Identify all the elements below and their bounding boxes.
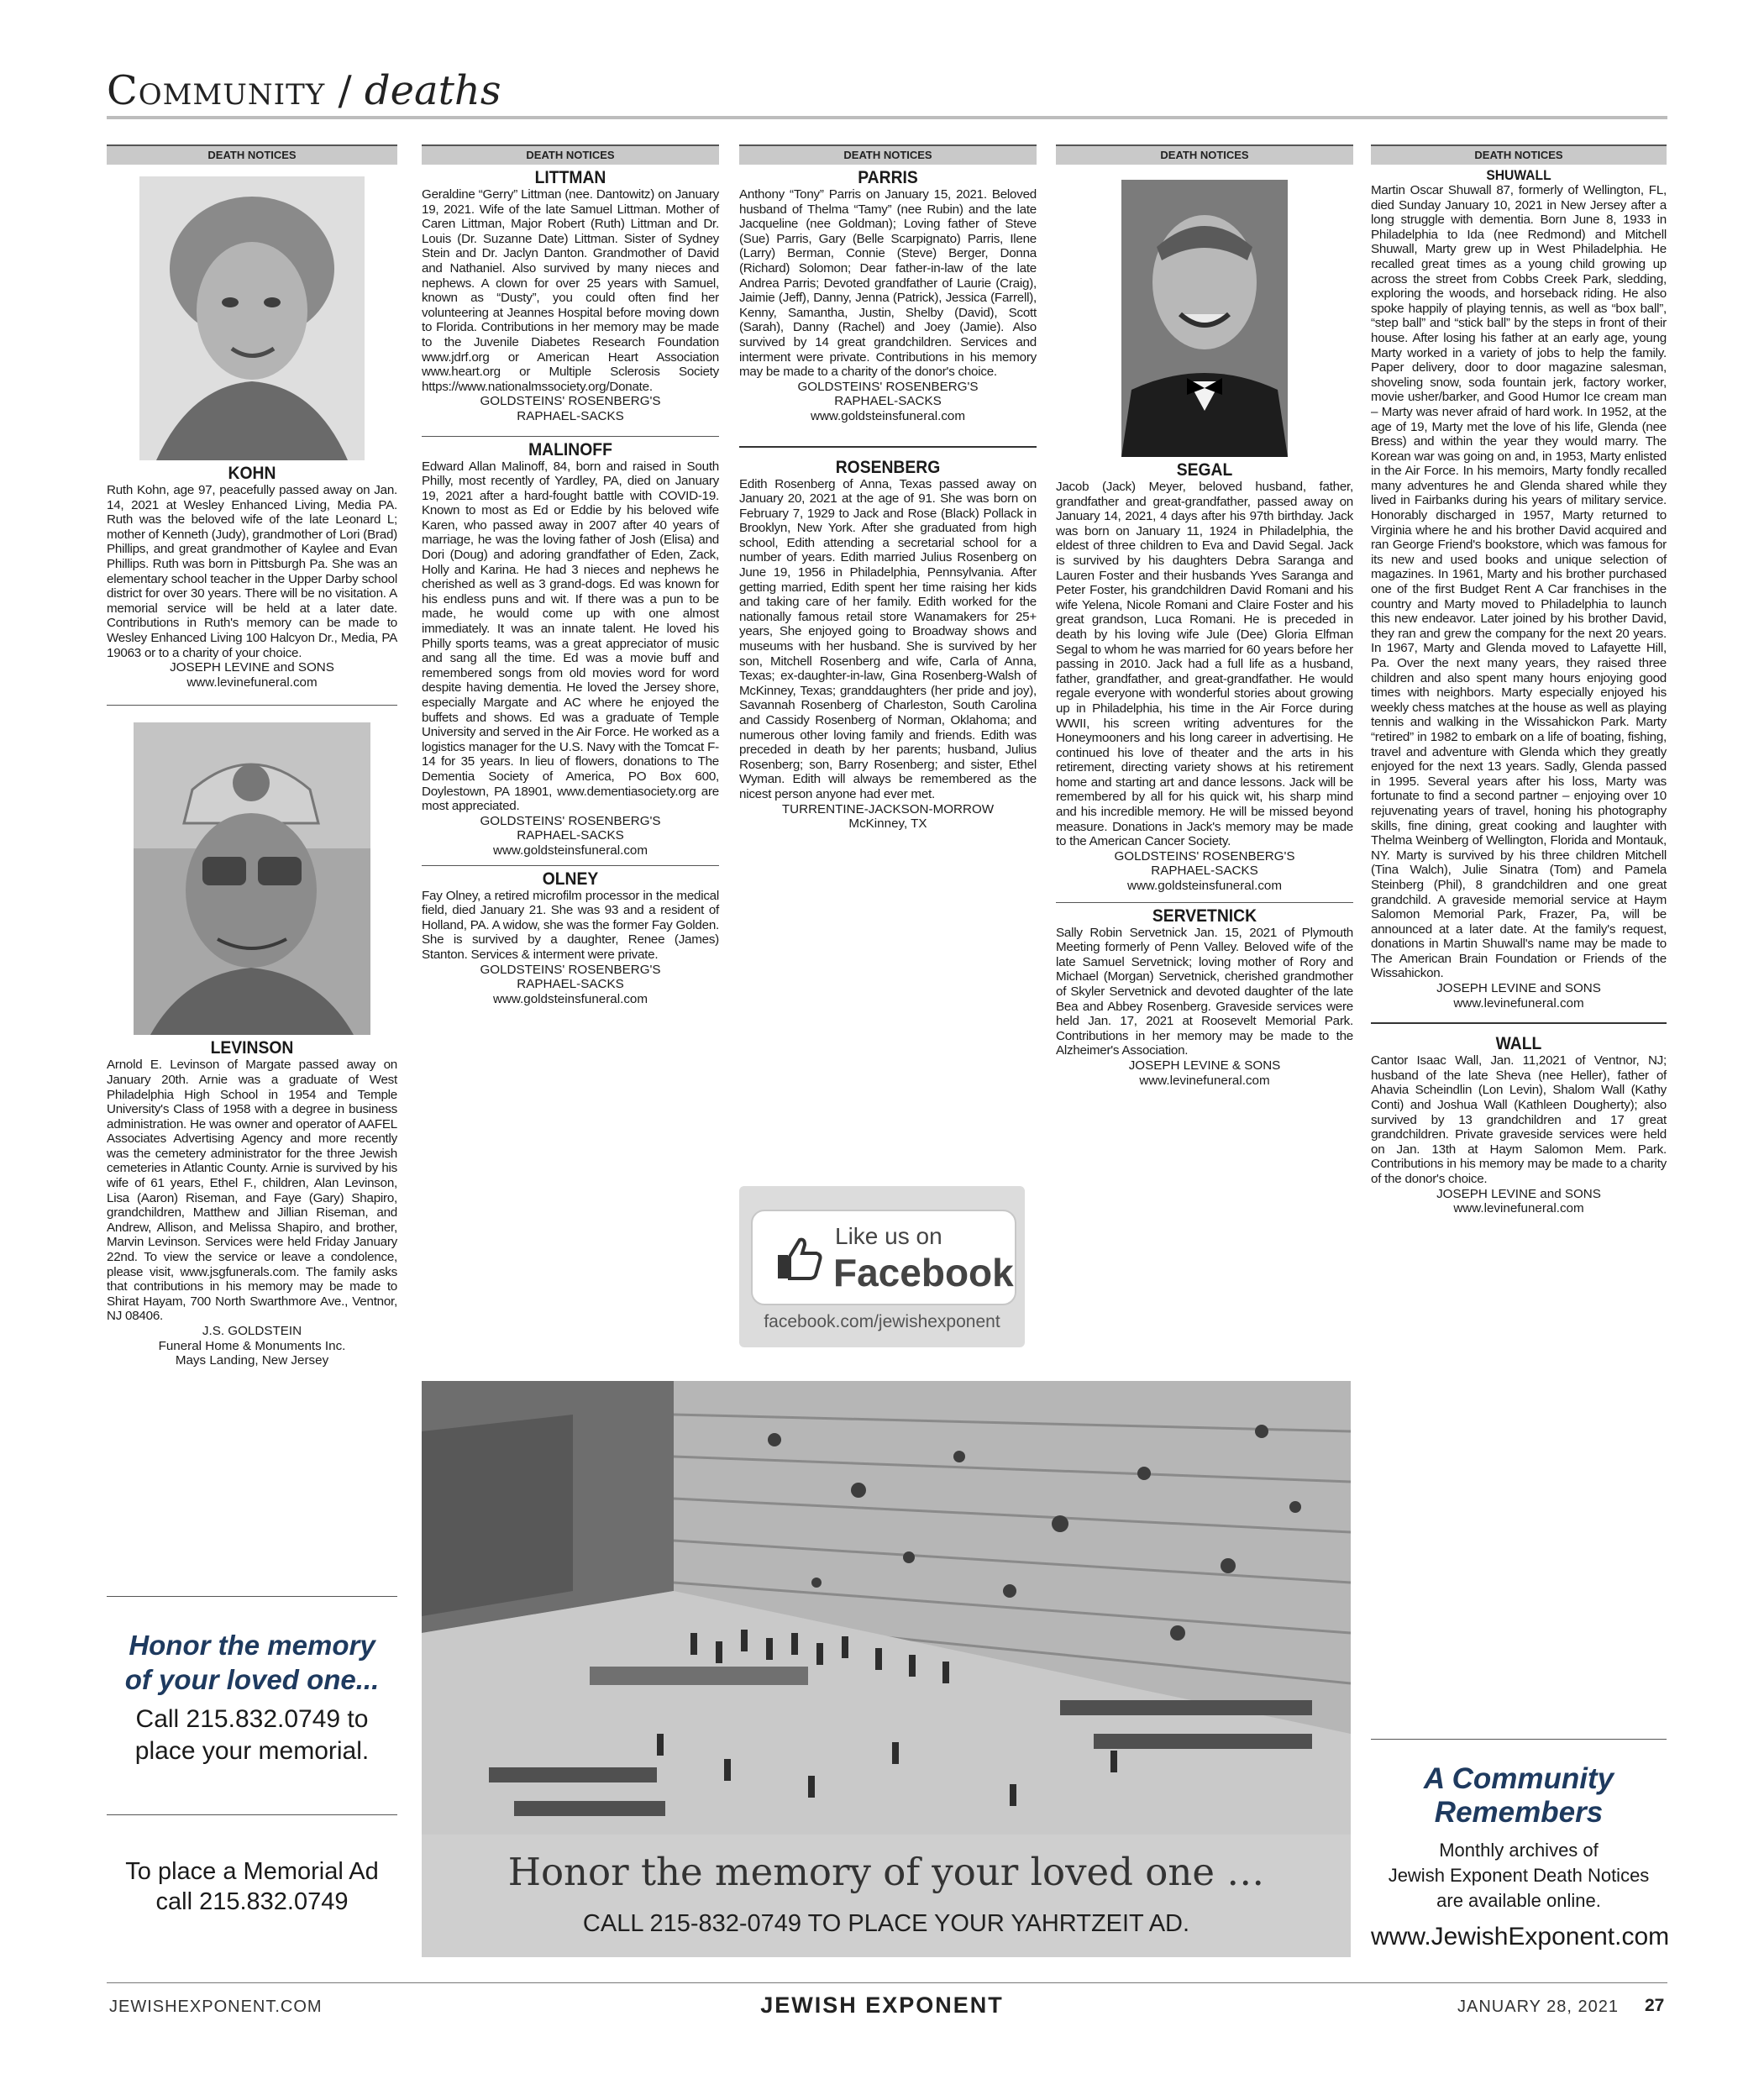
notice-name-kohn: KOHN: [228, 464, 276, 483]
funeral-home-servetnick: JOSEPH LEVINE & SONS: [1128, 1058, 1281, 1073]
community-remembers-2: Remembers: [1434, 1796, 1604, 1829]
notice-body-shuwall: Martin Oscar Shuwall 87, formerly of Wellington, FL, died Sunday January 10, 2021 in New Jersey after a long struggle with dementia. Born June 8, 1933 in Philadelphia to Ida (nee Redmond) and Mitchell Shuwall, Marty grew up in West Philadelphia. He recalled great times as a young child growing up across the street from Cobbs Creek Park, sledding, exploring the woods, and horseback riding. He also spoke happily of playing tennis, as well as “box ball”, “step ball” and “stick ball” by the steps in front of their house. After losing his father at an early age, young Marty worked in a variety of jobs to help the family. Paper delivery, door to door magazine salesman, shoveling snow, soda fountain jerk, factory worker, movie usher/barker, and Good Humor Ice cream man – Marty was never afraid of hard work. In 1952, at the age of 19, Marty met the love of his life, Glenda (nee Bress) and within the year they would marry. The Korean war was going on and, in 1953, Marty enlisted in the Air Force. In his memoirs, Marty fondly recalled many adventures he and Glenda shared while they lived in Fairbanks during his years of military service. Honorably discharged in 1957, Marty returned to Virginia where he and his brother David acquired and ran George Friend's bookstore, which was famous for its new and used books and unique selection of magazines. In 1961, Marty and his brother purchased one of the first Budget Rent A Car franchises in the country and Marty moved to Philadelphia to launch this new endeavor. Later joined by his brother David, they ran and grew the company for the next 20 years. In 1967, Marty and Glenda moved to Lafayette Hill, Pa. Over the next many years, they raised three children and also spent many hours enjoying good times with neighbors. Marty especially enjoyed his weekly chess matches at the house as well as playing tennis and walking in the Wissahickon Park. Marty “retired” in 1982 to embark on a life of boating, fishing, travel and adventure with Glenda which they greatly enjoyed for the next 13 years. Sadly, Glenda passed in 1995. Several years after his loss, Marty was fortunate to find a second partner – enjoying over 10 rejuvenating years of travel, honing his photography skills, fine dining, great cooking and laughter with Thelma Weinberg of Wellington, Florida and Montauk, NY. Marty is survived by his three children Mitchell (Tina Walch), Julie Sinatra (Tom) and Pamela Steinberg (Phil), 8 grandchildren and one great grandchild. A graveside memorial service at Haym Salomon Memorial Park, Frazer, Pa, will be announced at a later date. At the family's request, donations in Martin Shuwall's name may be made to The American Brain Foundation or Friends of the Wissahickon.: [1371, 183, 1667, 981]
archives-url[interactable]: www.JewishExponent.com: [1371, 1923, 1670, 1950]
promo-divider-3: [1371, 1739, 1667, 1740]
levinson-photo: [134, 722, 370, 1035]
notice-body-servetnick: Sally Robin Servetnick Jan. 15, 2021 of Plymouth Meeting formerly of Penn Valley. Beloved wife of the late Samuel Servetnick; loving mother of Rory and Michael (Morgan) Servetnick, cherished grandmother of Skyler Servetnick and devoted daughter of the late Bea and Abbey Rosenberg. Graveside services were held Jan. 17, 2021 at Roosevelt Memorial Park. Contributions in her memory may be made to the Alzheimer's Association.: [1056, 925, 1353, 1058]
notice-body-malinoff: Edward Allan Malinoff, 84, born and raised in South Philly, most recently of Yardley, PA, died on January 19, 2021 after a hard-fought battle with COVID-19. Known to most as Ed or Eddie by his beloved wife Karen, who passed away in 2007 after 40 years of marriage, he was the loving father of Josh (Elisa) and Dori (Doug) and adoring grandfather of Eden, Zack, Holly and Karina. He had 3 nieces and nephews he cherished as well as 3 grand-dogs. Ed was known for his endless puns and wit. If there was a pun to be made, he would come up with one almost immediately. It was an innate talent. He loved his Philly sports teams, was a great appreciator of music and sang all the time. Ed was a movie buff and remembered songs from old movies word for word despite having dementia. He loved the Jersey shore, especially Margate and AC where he enjoyed the buffets and shows. Ed was a graduate of Temple University and served in the Air Force. He worked as a logistics manager for the U.S. Navy with the Tomcat F-14 for 35 years. In lieu of flowers, donations to The Dementia Society of America, PO Box 600, Doylestown, PA 18901, www.dementiasociety.org are most appreciated.: [422, 459, 719, 814]
funeral-web-parris[interactable]: www.goldsteinsfuneral.com: [810, 408, 966, 423]
western-wall-photo: [422, 1381, 1351, 1835]
footer-date: JANUARY 28, 2021: [1457, 1998, 1620, 2016]
promo-call-1: Call 215.832.0749 to: [135, 1705, 369, 1733]
funeral-home-parris: GOLDSTEINS' ROSENBERG'S: [797, 379, 979, 394]
funeral-home-olney: GOLDSTEINS' ROSENBERG'S: [480, 962, 661, 977]
thumbs-up-icon: [774, 1233, 823, 1282]
funeral-home-rosenberg: TURRENTINE-JACKSON-MORROW: [781, 801, 995, 816]
funeral-home-segal-sub: RAPHAEL-SACKS: [1151, 864, 1258, 879]
funeral-home-levinson-sub: Funeral Home & Monuments Inc.: [158, 1338, 346, 1353]
funeral-web-wall[interactable]: www.levinefuneral.com: [1453, 1201, 1584, 1216]
funeral-home-malinoff: GOLDSTEINS' ROSENBERG'S: [480, 813, 661, 828]
archives-line-3: are available online.: [1436, 1890, 1601, 1911]
footer-masthead: JEWISH EXPONENT: [760, 1992, 1004, 2018]
notice-body-wall: Cantor Isaac Wall, Jan. 11,2021 of Ventnor, NJ; husband of the late Sheva (nee Heller), father of Ahavia Scheindlin (Lon Levin), Shalom Wall (Kathy Conti) and Joshua Wall (Kathleen Dougherty); also survived by 13 grandchildren and 17 great grandchildren. Private graveside services were held on Jan. 13th at Haym Salomon Mem. Park. Contributions in his memory may be made to a charity of the donor's choice.: [1371, 1053, 1667, 1186]
archives-line-1: Monthly archives of: [1439, 1840, 1599, 1861]
memorial-ad-line-2: call 215.832.0749: [155, 1888, 349, 1915]
column-2: [422, 144, 719, 1006]
notice-body-kohn: Ruth Kohn, age 97, peacefully passed away on Jan. 14, 2021 at Wesley Enhanced Living, Media PA. Ruth was the beloved wife of the late Leonard L; mother of Kenneth (Judy), grandmother of Lori (Brad) Phillips, and great grandmother of Kaylee and Evan Phillips. Ruth was born in Pittsburgh Pa. She was an elementary school teacher in the Upper Darby school district for over 30 years. There will be no visitation. A memorial service will be held at a later date. Contributions in Ruth's memory can be made to Wesley Enhanced Living 100 Halcyon Dr., Media, PA 19063 or to a charity of your choice.: [107, 483, 397, 660]
promo-call-2: place your memorial.: [134, 1737, 370, 1765]
memorial-ad-line-1: To place a Memorial Ad: [125, 1858, 379, 1885]
notice-name-levinson: LEVINSON: [210, 1038, 294, 1058]
funeral-home-parris-sub: RAPHAEL-SACKS: [834, 394, 942, 409]
facebook-like-label: Like us on: [835, 1223, 942, 1249]
notice-name-segal: SEGAL: [1176, 460, 1233, 480]
notice-name-servetnick: SERVETNICK: [1152, 906, 1257, 926]
memorial-ad-promo: [107, 1856, 397, 1917]
promo-headline-2: of your loved one...: [124, 1664, 380, 1695]
death-notices-banner: DEATH NOTICES: [739, 144, 1037, 165]
funeral-home-levinson-loc: Mays Landing, New Jersey: [175, 1353, 329, 1368]
funeral-home-littman-sub: RAPHAEL-SACKS: [517, 408, 624, 423]
funeral-home-kohn: JOSEPH LEVINE and SONS: [170, 660, 334, 675]
footer-website[interactable]: JEWISHEXPONENT.COM: [109, 1998, 323, 2016]
funeral-home-levinson: J.S. GOLDSTEIN: [202, 1324, 302, 1338]
yahrtzeit-ad-band[interactable]: [422, 1835, 1351, 1957]
funeral-web-servetnick[interactable]: www.levinefuneral.com: [1139, 1073, 1270, 1088]
funeral-home-shuwall: JOSEPH LEVINE and SONS: [1436, 981, 1601, 996]
column-5: [1371, 144, 1667, 1216]
column-4: [1056, 144, 1353, 1088]
notice-name-wall: WALL: [1495, 1034, 1542, 1054]
notice-name-rosenberg: ROSENBERG: [835, 457, 941, 477]
funeral-web-shuwall[interactable]: www.levinefuneral.com: [1453, 995, 1584, 1011]
notice-body-parris: Anthony “Tony” Parris on January 15, 2021. Beloved husband of Thelma “Tamy” (nee Rubin) and the late Jacqueline (nee Goldman); Loving father of Steve (Sue) Parris, Gary (Belle Scarpignato) Parris, Ilene (Larry) Berman, Connie (Steve) Berger, Donna (Richard) Solomon; Dear father-in-law of the late Andrea Parris; Devoted grandfather of Laurie (Craig), Jaimie (Jeff), Danny, Jenna (Patrick), Jessica (Farrell), Kenny, Samantha, Justin, Shelby (David), Scott (Sarah), Danny (Rachel) and Joey (Jamie). Also survived by 14 great grandchildren. Services and interment were private. Contributions in his memory may be made to a charity of the donor's choice.: [739, 187, 1037, 380]
column-3: [739, 144, 1037, 832]
notice-divider: [1056, 902, 1353, 903]
funeral-home-wall: JOSEPH LEVINE and SONS: [1436, 1186, 1601, 1201]
section-title: Community: [107, 67, 326, 114]
notice-divider: [1371, 1022, 1667, 1024]
notice-body-olney: Fay Olney, a retired microfilm processor in the medical field, died January 21. She was 93 and a resident of Holland, PA. A widow, she was the former Fay Golden. She is survived by a daughter, Renee (James) Stanton. Services & interment were private.: [422, 888, 719, 962]
yahrtzeit-headline: Honor the memory of your loved one …: [507, 1850, 1265, 1894]
notice-body-levinson: Arnold E. Levinson of Margate passed away on January 20th. Arnie was a graduate of West Philadelphia High School in 1954 and Temple University's Class of 1958 with a degree in business administration. He was owner and operator of AAFEL Associates Advertising Agency and more recently was the cemetery administrator for the three Jewish cemeteries in Atlantic County. Arnie is survived by his wife of 61 years, Ethel F., children, Alan Levinson, Lisa (Aaron) Riseman, and Faye (Gary) Shapiro, grandchildren, Matthew and Jillian Riseman, and Andrew, Allison, and Melissa Shapiro, and brother, Marvin Levinson. Services were held Friday January 22nd. To view the service or leave a condolence, please visit, www.jsgfunerals.com. The family asks that contributions in his memory may be made to Shirat Hayam, 700 North Swarthmore Ave., Ventnor, NJ 08406.: [107, 1058, 397, 1324]
community-remembers-promo: [1371, 1762, 1670, 1954]
notice-body-rosenberg: Edith Rosenberg of Anna, Texas passed away on January 20, 2021 at the age of 91. She was born on February 7, 1929 to Jack and Rose (Black) Pollack in Brooklyn, New York. After she graduated from high school, Edith attending a secretarial school for a number of years. Edith married Julius Rosenberg on June 19, 1956 in Philadelphia, Pennsylvania. After getting married, Edith spent her time raising her kids and taking care of her family. Edith worked for the nationally famous retail store Wanamakers for 25+ years, She enjoyed going to Broadway shows and museums with her husband. She is survived by her son, Mitchell Rosenberg and wife, Carla of Anna, Texas; ex-daughter-in-law, Gina Rosenberg-Walsh of McKinney, Texas; granddaughters (her pride and joy), Savannah Rosenberg of Charleston, South Carolina and Cassidy Rosenberg of Norman, Oklahoma; and numerous other loving family and friends. Edith was preceded in death by her parents; husband, Julius Rosenberg; son, Barry Rosenberg; and sister, Ethel Wyman. Edith will always be remembered as the nicest person anyone had ever met.: [739, 476, 1037, 801]
page-number: 27: [1645, 1996, 1665, 2015]
death-notices-banner: DEATH NOTICES: [107, 144, 397, 165]
funeral-web-segal[interactable]: www.goldsteinsfuneral.com: [1126, 879, 1283, 894]
facebook-button[interactable]: [751, 1210, 1016, 1305]
funeral-home-malinoff-sub: RAPHAEL-SACKS: [517, 828, 624, 843]
segal-photo: [1121, 180, 1288, 457]
section-subtitle: deaths: [364, 67, 501, 114]
facebook-url[interactable]: facebook.com/jewishexponent: [764, 1312, 1000, 1331]
column-1: [107, 144, 397, 1368]
notice-body-littman: Geraldine “Gerry” Littman (nee. Dantowitz) on January 19, 2021. Wife of the late Samuel Littman. Mother of Caren Littman, Major Robert (Ruth) Littman and Dr. Louis (Dr. Suzanne Date) Littman. Sister of Sydney Stein and Dr. Jaclyn Danton. Grandmother of David and Nathaniel. Also survived by many nieces and nephews. A clown for over 25 years with Samuel, known as “Dusty”, you could often find her volunteering at Jeannes Hospital before moving down to Florida. Contributions in her memory may be made to the Juvenile Diabetes Research Foundation www.jdrf.org or American Heart Association www.heart.org or Multiple Sclerosis Society https://www.nationalmssociety.org/Donate.: [422, 187, 719, 394]
section-separator: /: [325, 67, 365, 114]
promo-headline-1: Honor the memory: [129, 1630, 375, 1661]
funeral-home-rosenberg-loc: McKinney, TX: [848, 816, 927, 832]
promo-divider: [107, 1596, 397, 1597]
notice-name-malinoff: MALINOFF: [528, 439, 612, 459]
funeral-web-malinoff[interactable]: www.goldsteinsfuneral.com: [492, 843, 648, 858]
promo-divider-2: [107, 1814, 397, 1815]
notice-divider: [107, 705, 397, 706]
funeral-home-littman: GOLDSTEINS' ROSENBERG'S: [480, 394, 661, 409]
death-notices-banner: DEATH NOTICES: [1371, 144, 1667, 165]
kohn-photo: [139, 176, 365, 460]
section-header: [107, 67, 501, 114]
notice-name-parris: PARRIS: [858, 168, 918, 187]
footer-rule: [107, 1982, 1667, 1983]
yahrtzeit-ad[interactable]: [422, 1381, 1351, 1957]
death-notices-banner: DEATH NOTICES: [1056, 144, 1353, 165]
yahrtzeit-cta: CALL 215-832-0749 TO PLACE YOUR YAHRTZEIT AD.: [582, 1910, 1190, 1937]
funeral-home-olney-sub: RAPHAEL-SACKS: [517, 977, 624, 992]
notice-divider: [422, 436, 719, 437]
memorial-promo: [107, 1628, 397, 1767]
notice-divider: [422, 865, 719, 866]
death-notices-banner: DEATH NOTICES: [422, 144, 719, 165]
notice-body-segal: Jacob (Jack) Meyer, beloved husband, father, grandfather and great-grandfather, passed away on January 14, 2021, 4 days after his 97th birthday. Jack was born on January 11, 1924 in Philadelphia, the eldest of three children to Eva and David Segal. Jack is survived by his daughters Debra Saranga and Lauren Foster and their husbands Yves Saranga and Peter Foster, his grandchildren David Romani and his wife Yelena, Nicole Romani and Claire Foster and his great grandson, Luca Romani. He is preceded in death by his loving wife Jule (Dee) Gloria Elfman Segal to whom he was married for 60 years before her passing in 2010. Jack had a full life as a husband, father, grandfather, and great-grandfather. He would regale everyone with wonderful stories about growing up in Philadelphia, his time in the Air Force during WWII, his screen writing adventures for the Honeymooners and his long career in advertising. He continued his love of theater and the arts in his retirement, directing variety shows at his retirement home and starting art and dance lessons. Jack will be remembered by all for his quick wit, his sharp mind and his incredible memory. He will be missed beyond measure. Donations in Jack's memory may be made to the American Cancer Society.: [1056, 480, 1353, 849]
facebook-promo[interactable]: [739, 1186, 1025, 1347]
notice-name-olney: OLNEY: [542, 869, 599, 889]
header-rule: [107, 116, 1667, 119]
funeral-web-olney[interactable]: www.goldsteinsfuneral.com: [492, 991, 648, 1006]
funeral-home-segal: GOLDSTEINS' ROSENBERG'S: [1114, 848, 1295, 864]
community-remembers-1: A Community: [1423, 1762, 1614, 1795]
archives-line-2: Jewish Exponent Death Notices: [1388, 1865, 1650, 1886]
notice-divider: [739, 446, 1037, 448]
facebook-brand: Facebook: [833, 1251, 1014, 1294]
notice-name-shuwall: SHUWALL: [1486, 167, 1551, 183]
funeral-web-kohn[interactable]: www.levinefuneral.com: [186, 675, 318, 690]
notice-name-littman: LITTMAN: [534, 168, 606, 187]
